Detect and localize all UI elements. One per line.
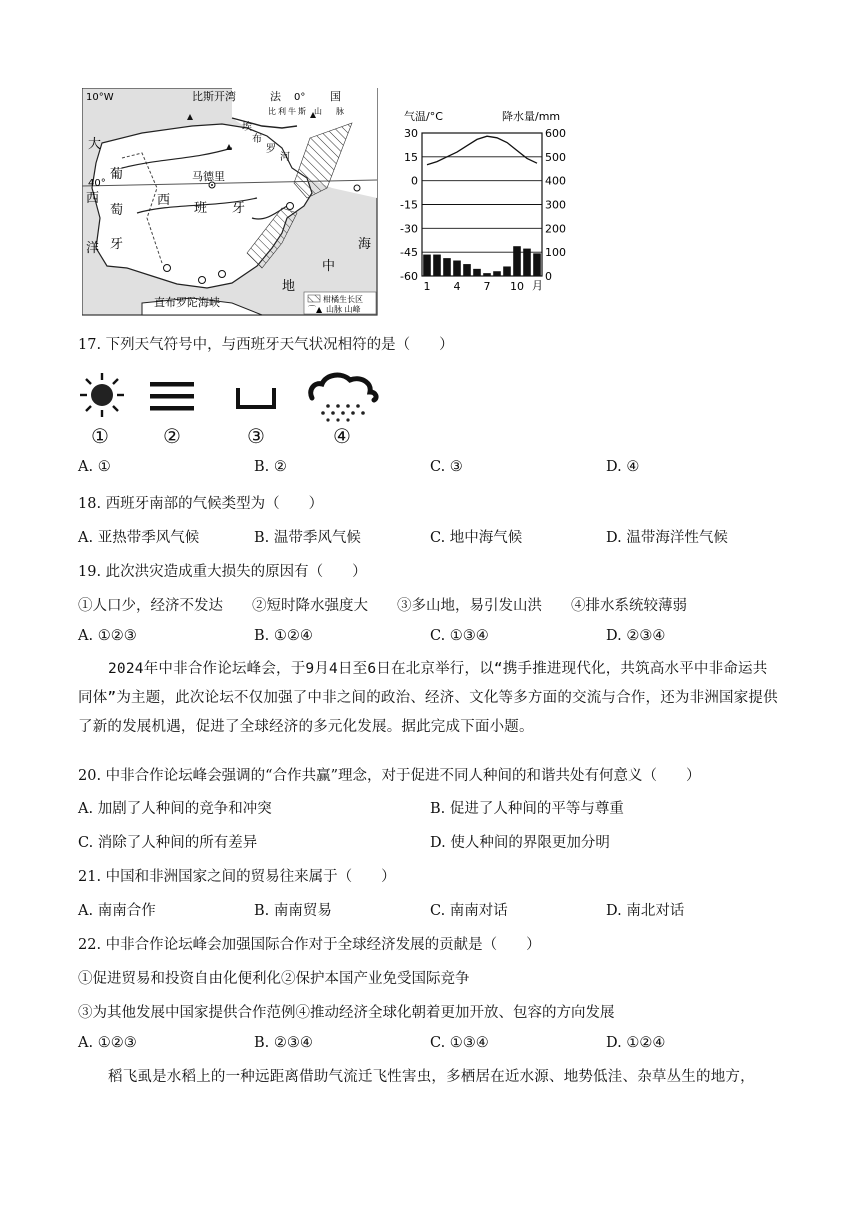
q20-stem: 20. 中非合作论坛峰会强调的“合作共赢”理念，对于促进不同人种间的和谐共处有何意义（ ） [78,768,701,784]
gibraltar-label: 直布罗陀海峡 [154,296,220,309]
rain-cloud-icon [306,372,380,422]
precip-bar [443,258,451,276]
q22-option-d[interactable]: D. ①②④ [606,1035,666,1051]
x-tick-label: 10 [510,280,524,293]
city-dot-2 [164,265,171,272]
atlantic-label-2: 西 [86,191,100,206]
lon-0-label: 0° [294,92,306,103]
q17-stem: 17. 下列天气符号中，与西班牙天气状况相符的是（ ） [78,337,454,353]
med-label-3: 地 [282,279,296,294]
left-tick-labels [400,127,418,283]
right-tick-label: 500 [545,150,566,164]
q20-option-d[interactable]: D. 使人种间的界限更加分明 [430,835,610,851]
right-axis-title: 降水量/mm [502,110,561,123]
legend-hatch-swatch [308,295,320,302]
med-label-1: 海 [358,237,372,252]
q20-option-a[interactable]: A. 加剧了人种间的竞争和冲突 [78,801,272,817]
right-tick-label: 600 [545,127,566,140]
precip-bar [493,271,501,276]
x-tick-label: 7 [483,280,491,293]
q22-option-b[interactable]: B. ②③④ [254,1035,313,1051]
q18-option-b[interactable]: B. 温带季风气候 [254,530,361,546]
q18-option-c[interactable]: C. 地中海气候 [430,530,523,546]
precip-bar [523,249,531,276]
q22-option-c[interactable]: C. ①③④ [430,1035,489,1051]
q17-option-a[interactable]: A. ① [78,459,111,475]
left-tick-label: -60 [400,270,418,283]
symbol-label-4: ④ [333,424,351,448]
left-tick-label: -45 [400,246,418,260]
right-tick-labels [545,127,566,283]
q21-stem: 21. 中国和非洲国家之间的贸易往来属于（ ） [78,869,396,885]
right-tick-label: 400 [545,174,566,188]
x-tick-label: 1 [423,280,431,293]
atlantic-label-3: 洋 [86,241,100,256]
right-tick-label: 0 [545,270,552,283]
q22-line1: ①促进贸易和投资自由化便利化②保护本国产业免受国际竞争 [78,971,470,987]
q18-option-d[interactable]: D. 温带海洋性气候 [606,530,728,546]
q19-option-c[interactable]: C. ①③④ [430,628,489,644]
q19-option-b[interactable]: B. ①②④ [254,628,313,644]
x-unit-label: 月 [532,279,543,292]
q20-option-c[interactable]: C. 消除了人种间的所有差异 [78,835,258,851]
city-dot-3 [199,277,206,284]
portugal-label-2: 萄 [110,203,124,218]
q19-items: ①人口少，经济不发达 ②短时降水强度大 ③多山地，易引发山洪 ④排水系统较薄弱 [78,598,687,614]
ebro-label-2: 布 [252,134,262,145]
q20-option-b[interactable]: B. 促进了人种间的平等与尊重 [430,801,624,817]
precip-bar [433,255,441,276]
q17-option-b[interactable]: B. ② [254,459,287,475]
precip-bar [473,269,481,276]
precip-bar [533,253,541,276]
pyrenees-label-1: 比 [268,107,276,116]
right-tick-label: 300 [545,198,566,212]
precip-bar [463,264,471,276]
left-tick-label: 0 [411,174,418,188]
right-tick-label: 200 [545,222,566,236]
city-dot-1 [287,203,294,210]
right-tick-label: 100 [545,246,566,260]
q21-option-c[interactable]: C. 南南对话 [430,903,508,919]
passage-planthopper: 稻飞虱是水稻上的一种远距离借助气流迁飞性害虫，多栖居在近水源、地势低洼、杂草丛生的地方， [108,1069,755,1085]
city-dot-5 [354,185,360,191]
ebro-label-1: 埃 [242,122,252,133]
q21-option-b[interactable]: B. 南南贸易 [254,903,332,919]
france-label-1: 法 [270,90,281,103]
temperature-line [427,136,537,165]
spain-label-2: 班 [194,201,208,216]
lon-10w-label: 10°W [86,92,114,103]
left-axis-title: 气温/°C [404,110,443,123]
symbol-label-1: ① [91,424,109,448]
q19-stem: 19. 此次洪灾造成重大损失的原因有（ ） [78,564,367,580]
left-tick-label: 30 [404,127,418,140]
left-tick-label: -30 [400,222,418,236]
precip-bars [423,246,541,276]
q22-line2: ③为其他发展中国家提供合作范例④推动经济全球化朝着更加开放、包容的方向发展 [78,1005,615,1021]
q21-option-d[interactable]: D. 南北对话 [606,903,685,919]
sun-icon [78,371,126,419]
precip-bar [453,261,461,276]
legend-mountain-symbol: ⌒▲ [308,305,323,314]
floating-dust-icon [236,388,276,410]
legend-mountain-label: 山脉 山峰 [326,305,361,314]
left-tick-label: -15 [400,198,418,212]
lat-40n-label: 40° [88,178,106,189]
atlantic-label-1: 大 [88,137,102,152]
q19-option-d[interactable]: D. ②③④ [606,628,666,644]
q18-stem: 18. 西班牙南部的气候类型为（ ） [78,496,324,512]
q21-option-a[interactable]: A. 南南合作 [78,903,156,919]
pyrenees-label-6: 脉 [336,107,344,116]
pyrenees-label-5: 山 [314,107,322,116]
q22-stem: 22. 中非合作论坛峰会加强国际合作对于全球经济发展的贡献是（ ） [78,937,541,953]
pyrenees-label-2: 利 [278,107,286,116]
spain-label-3: 牙 [232,201,246,216]
x-tick-label: 4 [453,280,461,293]
q17-option-c[interactable]: C. ③ [430,459,463,475]
x-tick-labels [424,280,525,293]
portugal-label-1: 葡 [110,167,124,182]
madrid-label: 马德里 [192,170,225,183]
q19-option-a[interactable]: A. ①②③ [78,628,137,644]
symbol-label-2: ② [163,424,181,448]
ebro-label-3: 罗 [266,144,276,155]
fog-icon [150,382,194,412]
med-label-2: 中 [322,259,336,274]
q17-option-d[interactable]: D. ④ [606,459,640,475]
left-tick-label: 15 [404,150,418,164]
pyrenees-label-4: 斯 [298,107,306,116]
spain-map [82,88,378,316]
spain-label-1: 西 [157,193,171,208]
precip-bar [423,255,431,276]
ebro-label-4: 河 [280,152,290,163]
symbol-label-3: ③ [247,424,265,448]
climate-chart [396,108,572,298]
q18-option-a[interactable]: A. 亚热带季风气候 [78,530,200,546]
precip-bar [513,246,521,276]
precip-bar [503,266,511,276]
passage-forum: 2024年中非合作论坛峰会，于9月4日至6日在北京举行，以“携手推进现代化，共筑高水平中非命运共同体”为主题，此次论坛不仅加强了中非之间的政治、经济、文化等多方面的交流与合作，还为非洲国家提供了新的发展机遇，促进了全球经济的多元化发展。据此完成下面小题。 [78,661,778,735]
france-label-2: 国 [330,90,341,103]
pyrenees-label-3: 牛 [288,107,296,116]
bay-label: 比斯开湾 [192,90,236,103]
q22-option-a[interactable]: A. ①②③ [78,1035,137,1051]
portugal-label-3: 牙 [110,237,124,252]
precip-bar [483,273,491,276]
legend-citrus-label: 柑橘生长区 [323,295,363,304]
city-dot-4 [219,271,226,278]
